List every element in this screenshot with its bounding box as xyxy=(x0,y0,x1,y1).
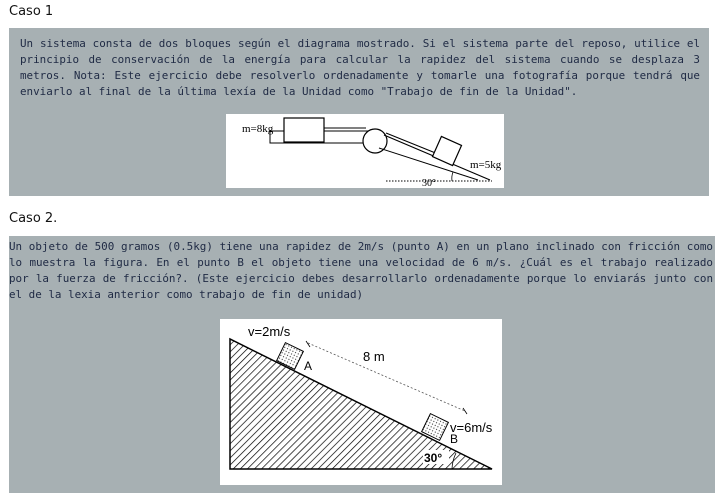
case2-velocity-a-label: v=2m/s xyxy=(248,324,291,339)
case2-incline xyxy=(230,339,492,469)
case2-point-a-label: A xyxy=(304,359,313,373)
case2-incline-diagram xyxy=(220,319,502,485)
case1-figure xyxy=(226,114,504,188)
case1-block-8kg xyxy=(284,118,324,142)
case1-mass2-label: m=5kg xyxy=(470,159,502,171)
case2-velocity-b-label: v=6m/s xyxy=(450,420,493,435)
case1-block-5kg xyxy=(432,136,461,165)
case1-mass1-label: m=8kg xyxy=(242,123,274,135)
case2-angle-label: 30° xyxy=(424,451,443,465)
case2-figure xyxy=(220,319,502,485)
case2-point-b-label: B xyxy=(450,432,459,446)
case1-angle-label: 30° xyxy=(422,178,436,188)
case2-panel xyxy=(9,236,715,493)
case1-pulley-diagram xyxy=(226,114,504,188)
case1-problem-text: Un sistema consta de dos bloques según el diagrama mostrado. Si el sistema parte del reposo, utilice el principio de conservación de la energía para calcular la rapidez del sistema cuando se desplaza 3 metros. Nota: Este ejercicio debe resolverlo ordenadamente y tomarle una fotografía porque tendrá que enviarlo al final de la última lexía de la Unidad como "Trabajo de fin de la Unidad". xyxy=(20,37,700,98)
case2-problem-text: Un objeto de 500 gramos (0.5kg) tiene una rapidez de 2m/s (punto A) en un plano inclinado con fricción como lo muestra la figura. En el punto B el objeto tiene una velocidad de 6 m/s. ¿Cuál es el trabajo realizado por la fuerza de fricción?. (Este ejercicio debes desarrollarlo ordenadamente porque lo enviarás junto con el de la lexia anterior como trabajo de fin de unidad) xyxy=(9,240,713,301)
case1-heading: Caso 1 xyxy=(9,4,54,19)
case2-heading: Caso 2. xyxy=(9,211,58,226)
case2-distance-label: 8 m xyxy=(363,349,385,364)
case1-panel xyxy=(9,28,709,196)
